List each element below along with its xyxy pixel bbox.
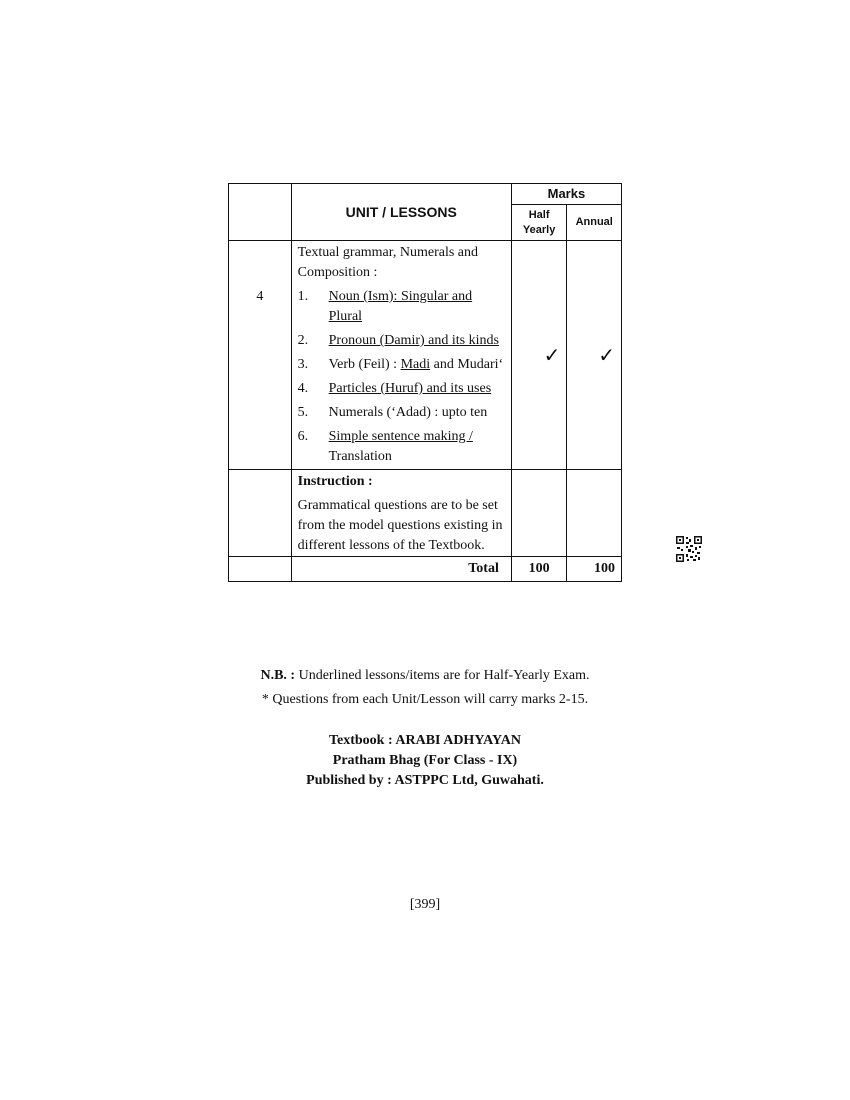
header-annual: Annual — [567, 205, 622, 241]
qr-code-icon — [676, 536, 702, 562]
lesson-text: Numerals (‘Adad) : upto ten — [328, 405, 488, 420]
checkmark-icon: ✓ — [598, 343, 615, 367]
total-blank-cell — [229, 557, 292, 582]
lesson-text-part: Verb (Feil) : — [328, 357, 401, 372]
lesson-number: 5. — [297, 405, 309, 420]
unit-row — [229, 241, 622, 470]
header-row — [229, 184, 622, 205]
marks-note: * Questions from each Unit/Lesson will carry marks 2-15. — [261, 692, 589, 707]
lesson-item — [298, 427, 507, 467]
instruction-text: Grammatical questions are to be set from the model questions existing in different lessons of the Textbook. — [297, 498, 503, 553]
total-label: Total — [291, 557, 511, 582]
lesson-number: 1. — [297, 289, 309, 304]
lesson-text-underlined: Simple sentence making / — [328, 429, 473, 444]
lesson-number: 3. — [297, 357, 309, 372]
lesson-text: Particles (Huruf) and its uses — [328, 381, 492, 396]
nb-note — [0, 667, 850, 685]
syllabus-table — [228, 183, 622, 582]
unit-lessons-cell — [291, 241, 511, 470]
total-annual: 100 — [567, 557, 622, 582]
lesson-text — [329, 355, 507, 375]
textbook-info — [0, 731, 850, 791]
unit-intro: Textual grammar, Numerals and Composition : — [297, 245, 479, 280]
lesson-number: 2. — [297, 333, 309, 348]
lesson-text-part: Translation — [328, 449, 392, 464]
lesson-text-underlined: Madi — [400, 357, 431, 372]
header-blank-cell — [229, 184, 292, 241]
lesson-item — [298, 287, 507, 327]
lesson-text: Noun (Ism): Singular and Plural — [328, 289, 473, 324]
instruction-row — [229, 470, 622, 557]
lesson-item — [298, 379, 507, 399]
lesson-item — [298, 403, 507, 423]
instruction-title: Instruction : — [297, 474, 373, 489]
nb-label: N.B. : — [260, 668, 296, 683]
page-number: [399] — [409, 897, 441, 912]
lesson-text — [329, 427, 507, 467]
lesson-number: 4. — [297, 381, 309, 396]
textbook-publisher: Published by : ASTPPC Ltd, Guwahati. — [306, 773, 544, 788]
checkmark-icon: ✓ — [543, 343, 561, 367]
half-yearly-check-cell — [511, 241, 567, 470]
instruction-half-yearly-cell — [511, 470, 567, 557]
total-half-yearly: 100 — [511, 557, 567, 582]
unit-number: 4 — [229, 241, 292, 470]
textbook-title: Textbook : ARABI ADHYAYAN — [328, 733, 522, 748]
header-marks: Marks — [511, 184, 621, 205]
lesson-number: 6. — [297, 429, 309, 444]
lesson-text: Pronoun (Damir) and its kinds — [328, 333, 499, 348]
annual-check-cell — [567, 241, 622, 470]
instruction-blank-cell — [229, 470, 292, 557]
instruction-annual-cell — [567, 470, 622, 557]
lesson-item — [298, 331, 507, 351]
textbook-part: Pratham Bhag (For Class - IX) — [332, 753, 518, 768]
lesson-text-part: and Mudari‘ — [430, 357, 504, 372]
instruction-cell — [291, 470, 511, 557]
header-half-yearly: Half Yearly — [511, 205, 567, 241]
lesson-item — [298, 355, 507, 375]
header-unit-lessons: UNIT / LESSONS — [291, 184, 511, 241]
total-row — [229, 557, 622, 582]
nb-text: Underlined lessons/items are for Half-Yearly Exam. — [295, 668, 590, 683]
